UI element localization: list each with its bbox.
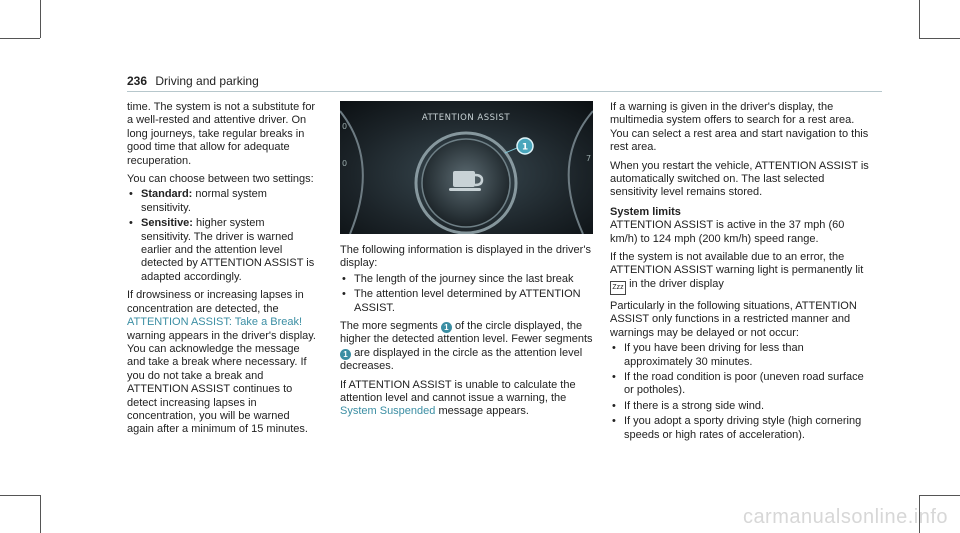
text: The more segments [340,320,438,333]
instrument-cluster-figure [340,101,593,234]
text: warning appears in the driver's display. You can acknowledge the message and take a break where necessary. If you do not take a break and ATTENTION ASSIST continues to detect increasing lapses in concentration, you will be warned again after a minimum of 15 minutes. [127,329,316,436]
paragraph: The following information is displayed in the driver's display: [340,244,591,270]
list-item: • If the road condition is poor (uneven road surface or potholes). [610,371,872,398]
term: Sensitive: [141,217,193,230]
crop-mark [0,495,40,496]
svg-text:0: 0 [342,159,348,168]
paragraph: When you restart the vehicle, ATTENTION ASSIST is automatically switched on. The last selected sensitivity level remains stored. [610,159,869,199]
svg-text:7: 7 [586,154,592,163]
crop-mark [919,38,960,39]
paragraph: If a warning is given in the driver's display, the multimedia system offers to search for a rest area. You can select a rest area and start navigation to this rest area. [610,101,869,154]
paragraph [340,379,594,419]
watermark: carmanualsonline.info [742,506,948,528]
term: Standard: [141,188,193,201]
text: If ATTENTION ASSIST is unable to calculate the attention level and cannot issue a warning, the [340,378,576,405]
settings-list [127,188,317,284]
left-column [127,101,317,442]
svg-text:0: 0 [342,122,348,131]
right-column [610,101,872,447]
callout-marker: 1 [441,322,452,333]
paragraph: time. The system is not a substitute for a well-rested and attentive driver. On long journeys, take regular breaks in good time that allow for adequate recuperation. [127,101,316,167]
section-title: Driving and parking [155,74,259,88]
header-rule [127,91,882,92]
paragraph [610,251,872,295]
list-item: • If there is a strong side wind. [610,400,872,413]
crop-mark [919,0,920,38]
paragraph [340,320,594,374]
paragraph: Particularly in the following situations, ATTENTION ASSIST only functions in a restricted manner and warnings may be delayed or not occur: [610,299,857,339]
cluster-illustration [340,101,593,234]
list-item [127,188,317,215]
text: are displayed in the circle as the attention level decreases. [340,346,583,373]
list-item: • The attention level determined by ATTENTION ASSIST. [340,288,594,315]
section-heading: System limits [610,205,681,218]
crop-mark [919,495,960,496]
icon-label: Zzz [612,283,624,291]
text: of the circle displayed, the higher the detected attention level. Fewer segments [340,320,593,346]
display-message: System Suspended [340,405,436,418]
crop-mark [0,38,40,39]
attention-warning-light-icon [610,281,626,295]
callout-marker: 1 [521,142,529,153]
paragraph [127,289,317,436]
list-item: • The length of the journey since the last break [340,273,594,286]
info-list [340,273,594,315]
display-title: ATTENTION ASSIST [421,113,511,123]
page-number: 236 [127,74,148,88]
list-item: • If you adopt a sporty driving style (high cornering speeds or high rates of acceleration). [610,415,872,442]
display-message: ATTENTION ASSIST: Take a Break! [127,316,303,329]
paragraph: You can choose between two settings: [127,173,314,186]
callout-marker: 1 [340,349,351,360]
description: normal system sensitivity. [141,188,267,214]
situations-list [610,342,872,442]
text: in the driver display [629,277,724,290]
description: higher system sensitivity. The driver is warned earlier and the attention level detected by ATTENTION ASSIST is adapted accordingly. [141,217,315,283]
middle-column [340,244,594,424]
paragraph: ATTENTION ASSIST is active in the 37 mph (60 km/h) to 124 mph (200 km/h) speed range. [610,219,845,245]
list-item: • If you have been driving for less than approximately 30 minutes. [610,342,872,369]
text: If the system is not available due to an error, the ATTENTION ASSIST warning light is permanently lit [610,251,864,277]
crop-mark [40,0,41,38]
page-header [127,74,259,88]
text: message appears. [438,405,529,418]
list-item [127,217,317,284]
crop-mark [40,495,41,533]
text: If drowsiness or increasing lapses in concentration are detected, the [127,289,304,315]
